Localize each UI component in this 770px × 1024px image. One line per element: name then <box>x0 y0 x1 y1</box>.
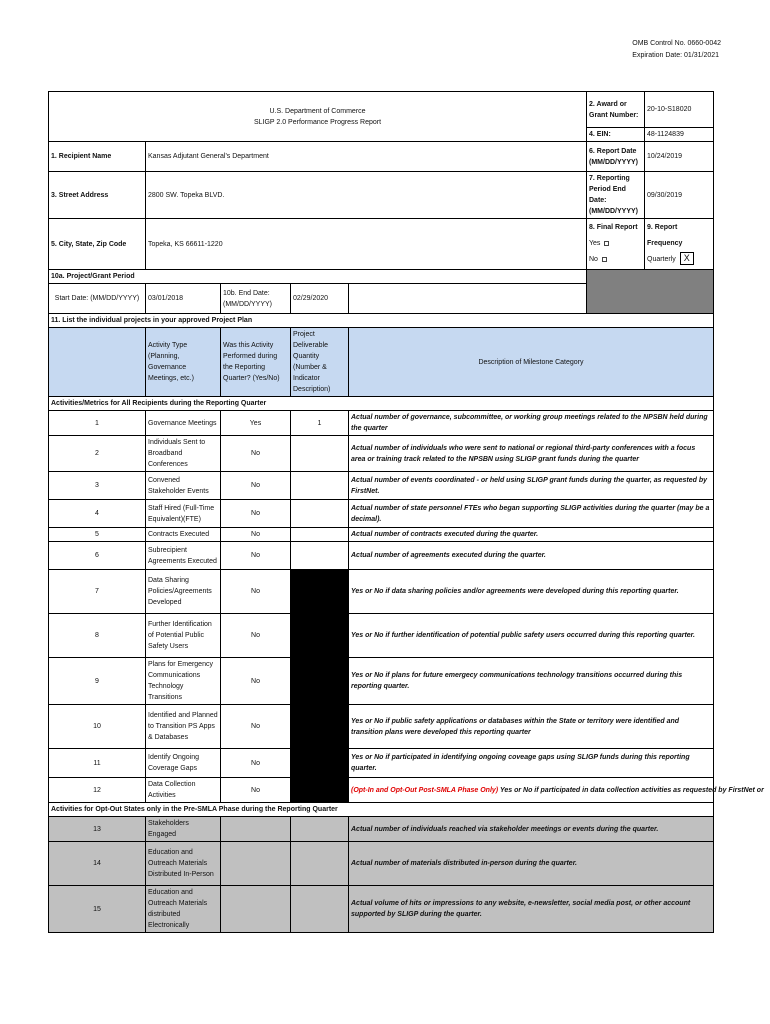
row-activity: Contracts Executed <box>146 528 221 542</box>
table-row <box>49 817 714 842</box>
row-activity: Data Sharing Policies/Agreements Developed <box>146 570 221 614</box>
city-state-zip-value[interactable]: Topeka, KS 66611-1220 <box>146 219 587 270</box>
row-quantity-blocked <box>291 570 349 614</box>
final-report-yes-label: Yes <box>589 240 601 247</box>
row-performed[interactable]: No <box>221 705 291 749</box>
omb-expiration-date: Expiration Date: 01/31/2021 <box>632 52 720 59</box>
row-description: Yes or No if participated in identifying ongoing coveage gaps using SLIGP funds during this reporting quarter. <box>349 749 714 778</box>
row-number: 13 <box>49 817 146 842</box>
table-row <box>49 778 714 803</box>
report-frequency-label: 9. Report Frequency <box>647 224 683 247</box>
row-activity: Identified and Planned to Transition PS Apps & Databases <box>146 705 221 749</box>
ein-label: 4. EIN: <box>587 128 645 142</box>
reporting-period-label: 7. Reporting Period End Date: (MM/DD/YYYY) <box>587 172 645 219</box>
row-number: 6 <box>49 542 146 570</box>
row-performed[interactable] <box>221 842 291 886</box>
row-description: Yes or No if further identification of potential public safety users occurred during this reporting quarter. <box>349 614 714 658</box>
row-activity: Convened Stakeholder Events <box>146 472 221 500</box>
start-date-value[interactable]: 03/01/2018 <box>146 284 221 314</box>
award-number-value[interactable]: 20-10-S18020 <box>645 92 714 128</box>
row-quantity-blocked <box>291 778 349 803</box>
row-activity: Subrecipient Agreements Executed <box>146 542 221 570</box>
table-row <box>49 705 714 749</box>
row-number: 8 <box>49 614 146 658</box>
row-performed[interactable]: No <box>221 570 291 614</box>
shaded-block <box>587 270 714 314</box>
table-row <box>49 500 714 528</box>
row-performed[interactable]: No <box>221 658 291 705</box>
table-row <box>49 542 714 570</box>
end-date-value[interactable]: 02/29/2020 <box>291 284 349 314</box>
row-activity: Identify Ongoing Coverage Gaps <box>146 749 221 778</box>
row-performed[interactable] <box>221 817 291 842</box>
final-report-cell <box>587 219 645 270</box>
row-number: 9 <box>49 658 146 705</box>
final-report-yes-checkbox[interactable] <box>604 241 609 246</box>
row-number: 5 <box>49 528 146 542</box>
row-performed[interactable]: No <box>221 528 291 542</box>
department-name: U.S. Department of Commerce <box>269 107 366 115</box>
start-date-label: Start Date: (MM/DD/YYYY) <box>49 284 146 314</box>
recipient-name-label: 1. Recipient Name <box>49 142 146 172</box>
row-performed[interactable]: No <box>221 472 291 500</box>
row-description: Actual number of individuals reached via stakeholder meetings or events during the quarter. <box>349 817 714 842</box>
row-quantity[interactable] <box>291 842 349 886</box>
table-row <box>49 749 714 778</box>
row-activity: Stakeholders Engaged <box>146 817 221 842</box>
row-performed[interactable]: No <box>221 500 291 528</box>
number-column-header <box>49 328 146 397</box>
recipient-name-value[interactable]: Kansas Adjutant General's Department <box>146 142 587 172</box>
reporting-period-value[interactable]: 09/30/2019 <box>645 172 714 219</box>
report-frequency-cell <box>645 219 714 270</box>
row-number: 1 <box>49 411 146 436</box>
row-quantity[interactable]: 1 <box>291 411 349 436</box>
row-performed[interactable]: No <box>221 778 291 803</box>
final-report-no-label: No <box>589 256 598 263</box>
row-quantity[interactable] <box>291 542 349 570</box>
row-quantity-blocked <box>291 658 349 705</box>
table-row <box>49 528 714 542</box>
city-state-zip-label: 5. City, State, Zip Code <box>49 219 146 270</box>
row-performed[interactable]: Yes <box>221 411 291 436</box>
projects-section-label: 11. List the individual projects in your approved Project Plan <box>49 314 714 328</box>
description-column-header: Description of Milestone Category <box>349 328 714 397</box>
ein-value[interactable]: 48-1124839 <box>645 128 714 142</box>
row-performed[interactable]: No <box>221 542 291 570</box>
table-row <box>49 842 714 886</box>
omb-control-number: OMB Control No. 0660-0042 <box>632 40 721 47</box>
final-report-no-checkbox[interactable] <box>602 257 607 262</box>
row-description: Actual number of state personnel FTEs who began supporting SLIGP activities during the quarter (may be a decimal). <box>349 500 714 528</box>
report-frequency-value: Quarterly <box>647 256 676 263</box>
report-frequency-checkbox[interactable]: X <box>680 252 694 265</box>
opt-in-opt-out-note: (Opt-In and Opt-Out Post-SMLA Phase Only) <box>351 786 499 794</box>
row-number: 14 <box>49 842 146 886</box>
projects-header-row <box>49 328 714 397</box>
row-activity: Education and Outreach Materials distributed Electronically <box>146 886 221 933</box>
row-activity: Plans for Emergency Communications Technology Transitions <box>146 658 221 705</box>
row-activity: Data Collection Activities <box>146 778 221 803</box>
row-number: 4 <box>49 500 146 528</box>
project-period-section-label: 10a. Project/Grant Period <box>49 270 587 284</box>
omb-info <box>632 38 721 62</box>
table-row <box>49 886 714 933</box>
row-description: Actual number of governance, subcommittee, or working group meetings related to the NPSBN held during the quarter <box>349 411 714 436</box>
row-quantity[interactable] <box>291 472 349 500</box>
table-row <box>49 570 714 614</box>
row-activity: Education and Outreach Materials Distributed In-Person <box>146 842 221 886</box>
table-row <box>49 472 714 500</box>
row-description: Actual number of agreements executed during the quarter. <box>349 542 714 570</box>
group-all-recipients-label: Activities/Metrics for All Recipients during the Reporting Quarter <box>49 397 714 411</box>
row-performed[interactable]: No <box>221 436 291 472</box>
table-row <box>49 658 714 705</box>
report-date-value[interactable]: 10/24/2019 <box>645 142 714 172</box>
award-number-label: 2. Award or Grant Number: <box>587 92 645 128</box>
row-activity: Individuals Sent to Broadband Conferences <box>146 436 221 472</box>
quantity-column-header: Project Deliverable Quantity (Number & Indicator Description) <box>291 328 349 397</box>
table-row <box>49 411 714 436</box>
table-row <box>49 436 714 472</box>
row-description: Yes or No if plans for future emergecy communications technology transitions occurred during this reporting quarter. <box>349 658 714 705</box>
row-description: Actual number of individuals who were sent to national or regional third-party conferences with a focus area or training track related to the NPSBN using SLIGP grant funds during the quarter <box>349 436 714 472</box>
row-quantity[interactable] <box>291 436 349 472</box>
row-description: Actual number of materials distributed in-person during the quarter. <box>349 842 714 886</box>
row-quantity-blocked <box>291 614 349 658</box>
row-activity: Governance Meetings <box>146 411 221 436</box>
row-number: 10 <box>49 705 146 749</box>
period-empty-cell <box>349 284 587 314</box>
row-number: 11 <box>49 749 146 778</box>
row-performed[interactable]: No <box>221 614 291 658</box>
report-title: SLIGP 2.0 Performance Progress Report <box>253 118 382 126</box>
performed-column-header: Was this Activity Performed during the Reporting Quarter? (Yes/No) <box>221 328 291 397</box>
row-quantity-blocked <box>291 749 349 778</box>
row-description <box>349 778 764 803</box>
row-activity: Further Identification of Potential Public Safety Users <box>146 614 221 658</box>
row-description: Actual number of contracts executed during the quarter. <box>349 528 714 542</box>
final-report-label: 8. Final Report <box>589 224 638 231</box>
row-quantity[interactable] <box>291 500 349 528</box>
row-description: Actual volume of hits or impressions to any website, e-newsletter, social media post, or other account supported by SLIGP during the quarter. <box>349 886 714 933</box>
report-date-label: 6. Report Date (MM/DD/YYYY) <box>587 142 645 172</box>
row-number: 2 <box>49 436 146 472</box>
row-quantity[interactable] <box>291 817 349 842</box>
end-date-label: 10b. End Date: (MM/DD/YYYY) <box>221 284 291 314</box>
row-performed[interactable] <box>221 886 291 933</box>
row-number: 15 <box>49 886 146 933</box>
activity-column-header: Activity Type (Planning, Governance Meetings, etc.) <box>146 328 221 397</box>
row-description-text: Yes or No if participated in data collection activities as requested by FirstNet or <box>498 786 764 794</box>
street-address-label: 3. Street Address <box>49 172 146 219</box>
table-row <box>49 614 714 658</box>
row-activity: Staff Hired (Full-Time Equivalent)(FTE) <box>146 500 221 528</box>
row-description: Yes or No if public safety applications or databases within the State or territory were identified and transition plans were developed this reporting quarter <box>349 705 714 749</box>
performance-progress-report-form <box>48 91 764 933</box>
street-address-value[interactable]: 2800 SW. Topeka BLVD. <box>146 172 587 219</box>
row-number: 12 <box>49 778 146 803</box>
row-quantity[interactable] <box>291 528 349 542</box>
row-number: 3 <box>49 472 146 500</box>
row-description: Actual number of events coordinated - or held using SLIGP grant funds during the quarter, as requested by FirstNet. <box>349 472 714 500</box>
row-quantity-blocked <box>291 705 349 749</box>
row-quantity[interactable] <box>291 886 349 933</box>
row-description: Yes or No if data sharing policies and/or agreements were developed during this reporting quarter. <box>349 570 714 614</box>
group-opt-out-states-label: Activities for Opt-Out States only in the Pre-SMLA Phase during the Reporting Quarter <box>49 803 714 817</box>
row-number: 7 <box>49 570 146 614</box>
row-performed[interactable]: No <box>221 749 291 778</box>
form-title-block <box>49 92 587 142</box>
